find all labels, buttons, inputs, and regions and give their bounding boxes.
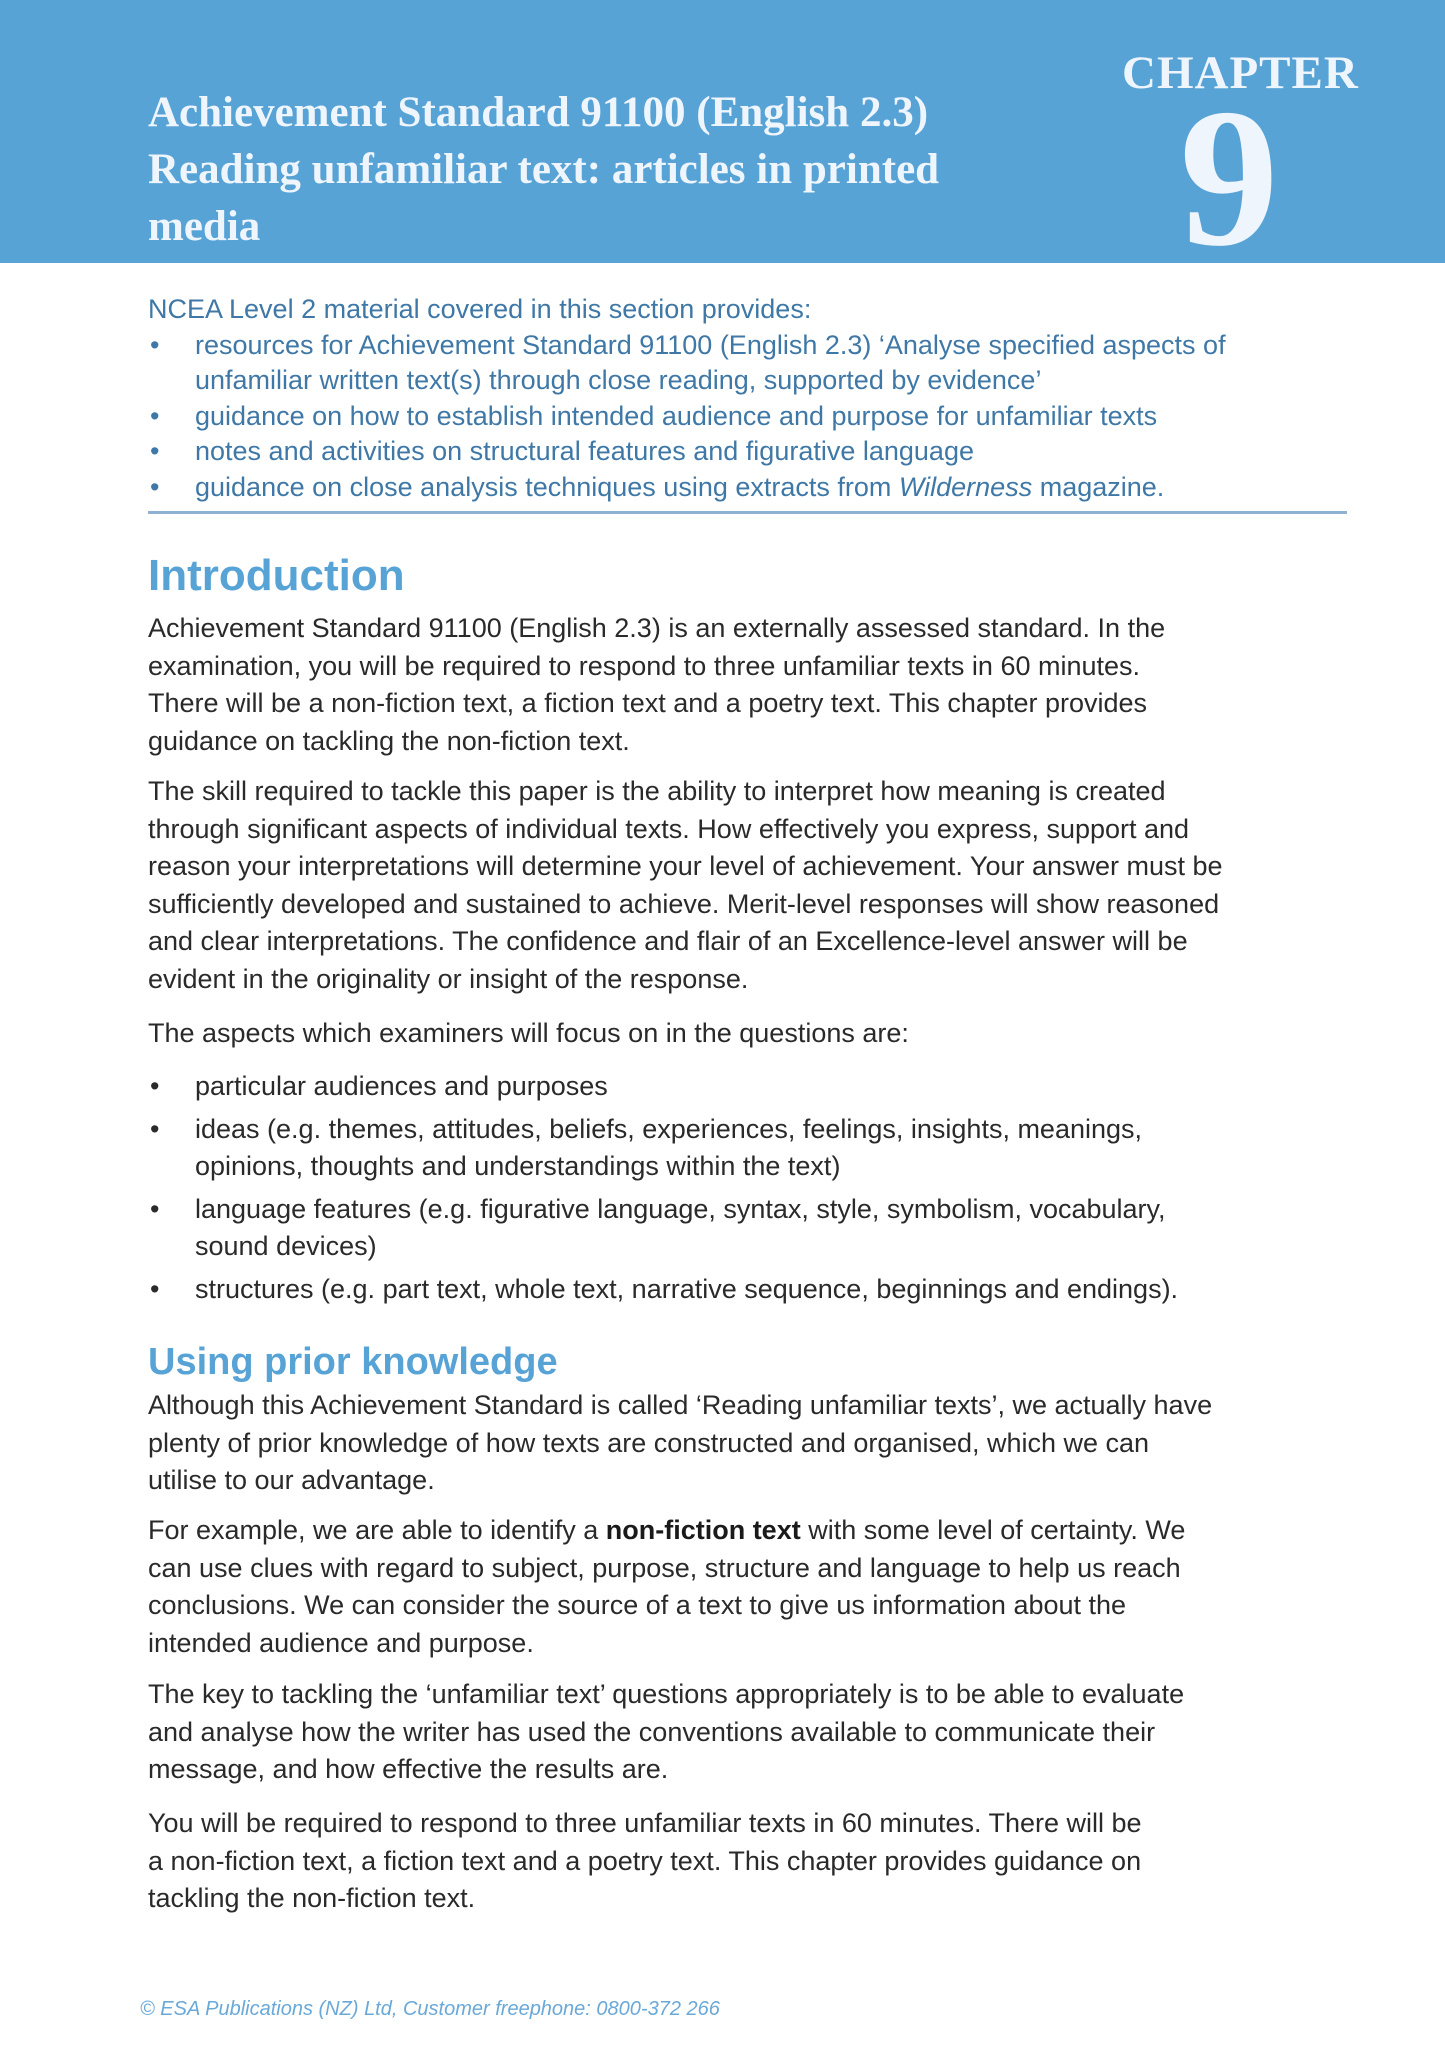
intro-paragraph-3 <box>148 1015 1353 1053</box>
text-fragment: with some level of certainty. We <box>800 1515 1186 1545</box>
text-line: utilise to our advantage. <box>148 1465 435 1495</box>
text-line: structures (e.g. part text, whole text, narrative sequence, beginnings and endings). <box>195 1273 1179 1304</box>
overview-divider <box>148 511 1347 514</box>
overview-item <box>148 470 1348 506</box>
text-line: through significant aspects of individual texts. How effectively you express, support and <box>148 813 1190 844</box>
text-line: conclusions. We can consider the source of a text to give us information about the <box>148 1590 1127 1620</box>
text-line: intended audience and purpose. <box>148 1627 534 1658</box>
text-line: can use clues with regard to subject, purpose, structure and language to help us reach <box>148 1552 1181 1583</box>
bullet-icon: • <box>150 436 160 466</box>
bullet-icon: • <box>150 1071 160 1101</box>
overview-lead: NCEA Level 2 material covered in this section provides: <box>148 294 812 324</box>
text-fragment: For example, we are able to identify a <box>148 1515 606 1545</box>
text-line: The aspects which examiners will focus on in the questions are: <box>148 1018 909 1048</box>
heading-introduction: Introduction <box>148 551 405 600</box>
chapter-label: CHAPTER <box>1122 47 1359 99</box>
text-line: The key to tackling the ‘unfamiliar text’ questions appropriately is to be able to evaluate <box>148 1679 1185 1709</box>
overview-item-line: unfamiliar written text(s) through close reading, supported by evidence’ <box>195 365 1042 395</box>
bullet-icon: • <box>150 1273 160 1304</box>
aspect-item <box>148 1191 1353 1266</box>
text-line: sound devices) <box>195 1231 377 1261</box>
bullet-icon: • <box>150 1113 160 1144</box>
overview-item <box>148 328 1348 399</box>
bullet-icon: • <box>150 400 160 431</box>
text-line <box>148 1512 1353 1550</box>
text-line: language features (e.g. figurative language, syntax, style, symbolism, vocabulary, <box>195 1193 1166 1224</box>
text-line: a non-fiction text, a fiction text and a poetry text. This chapter provides guidance on <box>148 1845 1142 1876</box>
prior-paragraph-2 <box>148 1512 1353 1662</box>
overview-item-line: resources for Achievement Standard 91100 (English 2.3) ‘Analyse specified aspects of <box>195 329 1226 360</box>
heading-using-prior-knowledge: Using prior knowledge <box>148 1341 558 1383</box>
chapter-title-line: Reading unfamiliar text: articles in printed <box>148 146 940 193</box>
overview-item-line: guidance on how to establish intended audience and purpose for unfamiliar texts <box>195 400 1158 431</box>
chapter-number: 9 <box>1179 68 1279 287</box>
section-overview <box>148 292 1348 505</box>
overview-item-text: guidance on close analysis techniques using extracts from <box>195 471 899 502</box>
prior-paragraph-3 <box>148 1676 1353 1789</box>
prior-paragraph-1 <box>148 1387 1353 1500</box>
overview-item-line: notes and activities on structural features and figurative language <box>195 436 974 466</box>
text-line: guidance on tackling the non-fiction text. <box>148 725 630 756</box>
text-line: plenty of prior knowledge of how texts are constructed and organised, which we can <box>148 1427 1150 1458</box>
text-line: Although this Achievement Standard is called ‘Reading unfamiliar texts’, we actually have <box>148 1390 1213 1420</box>
text-line: There will be a non-fiction text, a fiction text and a poetry text. This chapter provides <box>148 688 1148 718</box>
text-line: Achievement Standard 91100 (English 2.3) is an externally assessed standard. In the <box>148 613 1166 643</box>
copyright-footer: © ESA Publications (NZ) Ltd, Customer freephone: 0800-372 266 <box>140 1998 720 2020</box>
text-line: examination, you will be required to respond to three unfamiliar texts in 60 minutes. <box>148 650 1141 681</box>
key-term-non-fiction: non-fiction text <box>605 1515 801 1545</box>
aspect-item <box>148 1271 1353 1309</box>
text-line: sufficiently developed and sustained to achieve. Merit-level responses will show reasoned <box>148 888 1220 919</box>
text-line: opinions, thoughts and understandings within the text) <box>195 1151 841 1181</box>
overview-list <box>148 328 1348 506</box>
intro-paragraph-2 <box>148 773 1353 998</box>
text-line: You will be required to respond to three unfamiliar texts in 60 minutes. There will be <box>148 1808 1142 1838</box>
bullet-icon: • <box>150 329 160 360</box>
overview-item <box>148 434 1348 470</box>
text-line: reason your interpretations will determine your level of achievement. Your answer must be <box>148 851 1223 881</box>
text-line: The skill required to tackle this paper is the ability to interpret how meaning is created <box>148 776 1166 806</box>
magazine-title: Wilderness <box>898 471 1033 502</box>
bullet-icon: • <box>150 471 160 502</box>
text-line: ideas (e.g. themes, attitudes, beliefs, experiences, feelings, insights, meanings, <box>195 1113 1143 1144</box>
chapter-title-line: Achievement Standard 91100 (English 2.3) <box>148 89 929 136</box>
text-line: particular audiences and purposes <box>195 1071 608 1101</box>
text-line: and clear interpretations. The confidence and flair of an Excellence-level answer will be <box>148 926 1188 956</box>
aspect-item <box>148 1068 1353 1106</box>
overview-item-text: magazine. <box>1032 471 1165 502</box>
intro-paragraph-1 <box>148 610 1353 760</box>
aspect-item <box>148 1111 1353 1186</box>
chapter-title <box>148 84 1068 255</box>
bullet-icon: • <box>150 1193 160 1224</box>
aspects-list <box>148 1068 1353 1313</box>
text-line: message, and how effective the results are. <box>148 1754 669 1784</box>
text-line: tackling the non-fiction text. <box>148 1883 476 1913</box>
overview-item <box>148 399 1348 435</box>
chapter-title-line: media <box>148 203 261 250</box>
text-line: and analyse how the writer has used the conventions available to communicate their <box>148 1716 1156 1747</box>
prior-paragraph-4 <box>148 1805 1353 1918</box>
text-line: evident in the originality or insight of the response. <box>148 963 749 994</box>
